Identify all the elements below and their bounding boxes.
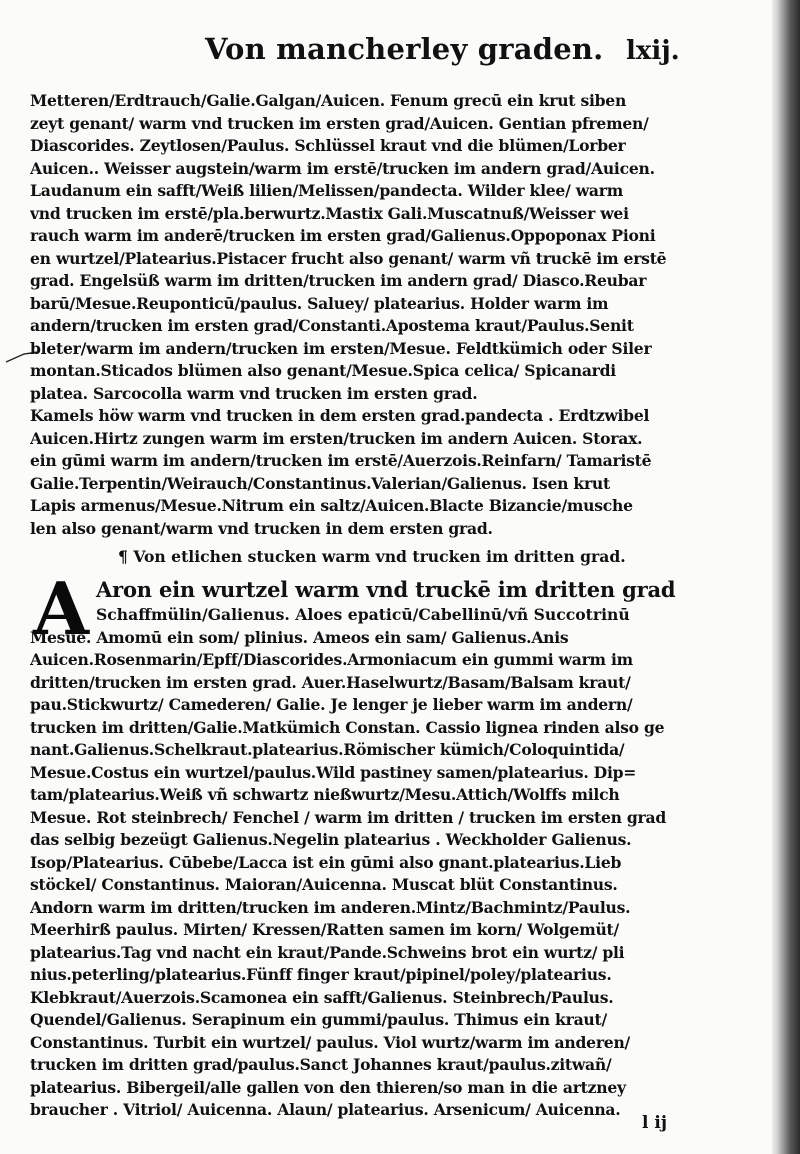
decorated-initial: A <box>33 566 89 651</box>
text-line: vnd trucken im erstē/pla.berwurtz.Mastix Gali.Muscatnuß/Weisser wei <box>30 203 629 223</box>
text-line: Isop/Platearius. Cūbebe/Lacca ist ein gūmi also gnant.platearius.Lieb <box>30 852 622 872</box>
text-line: barū/Mesue.Reuponticū/paulus. Saluey/ platearius. Holder warm im <box>30 293 609 313</box>
text-line: ein gūmi warm im andern/trucken im erstē/Auerzois.Reinfarn/ Tamaristē <box>30 451 652 470</box>
text-line: len also genant/warm vnd trucken in dem ersten grad. <box>30 518 493 538</box>
text-line: Galie.Terpentin/Weirauch/Constantinus.Valerian/Galienus. Isen krut <box>30 473 610 493</box>
text-line: braucher . Vitriol/ Auicenna. Alaun/ platearius. Arsenicum/ Auicenna. <box>30 1100 621 1119</box>
text-line: tam/platearius.Weiß vñ schwartz nießwurtz/Mesu.Attich/Wolffs milch <box>30 785 620 804</box>
text-line: Meerhirß paulus. Mirten/ Kressen/Ratten samen im korn/ Wolgemüt/ <box>30 920 619 939</box>
text-line: rauch warm im anderē/trucken im ersten grad/Galienus.Oppoponax Pioni <box>30 226 656 245</box>
text-line: Mesue. Amomū ein som/ plinius. Ameos ein sam/ Galienus.Anis <box>30 627 569 647</box>
text-line: montan.Sticados blümen also genant/Mesue.Spica celica/ Spicanardi <box>30 361 616 380</box>
text-line: zeyt genant/ warm vnd trucken im ersten grad/Auicen. Gentian pfremen/ <box>30 113 649 133</box>
text-line: Lapis armenus/Mesue.Nitrum ein saltz/Auicen.Blacte Bizancie/musche <box>30 496 633 515</box>
text-line: Andorn warm im dritten/trucken im anderen.Mintz/Bachmintz/Paulus. <box>30 897 631 917</box>
page-header <box>0 28 778 76</box>
signature-mark: l ij <box>642 1113 667 1133</box>
folio-number: lxij. <box>626 36 680 66</box>
page-edge-dark <box>778 0 800 1154</box>
body-text <box>30 90 710 1122</box>
text-line: platea. Sarcocolla warm vnd trucken im ersten grad. <box>30 383 478 403</box>
paragraph-bottom <box>30 627 710 1122</box>
text-line: en wurtzel/Platearius.Pistacer frucht also genant/ warm vñ truckē im erstē <box>30 248 667 268</box>
running-head: Von mancherley graden. <box>205 32 604 66</box>
text-line: das selbig bezeügt Galienus.Negelin platearius . Weckholder Galienus. <box>30 830 632 849</box>
text-line: Auicen.. Weisser augstein/warm im erstē/trucken im andern grad/Auicen. <box>30 158 655 178</box>
text-line: nius.peterling/platearius.Fünff finger kraut/pipinel/poley/platearius. <box>30 965 612 984</box>
text-line: nant.Galienus.Schelkraut.platearius.Römischer kümich/Coloquintida/ <box>30 740 625 759</box>
paragraph-top <box>30 90 710 540</box>
lead-line-2: Schaffmülin/Galienus. Aloes epaticū/Cabellinū/vñ Succotrinū <box>96 605 630 624</box>
text-line: Mesue. Rot steinbrech/ Fenchel / warm im dritten / trucken im ersten grad <box>30 807 667 827</box>
text-line: Auicen.Hirtz zungen warm im ersten/trucken im andern Auicen. Storax. <box>30 428 643 448</box>
text-line: grad. Engelsüß warm im dritten/trucken im andern grad/ Diasco.Reubar <box>30 271 647 290</box>
text-line: stöckel/ Constantinus. Maioran/Auicenna. Muscat blüt Constantinus. <box>30 875 618 894</box>
text-line: andern/trucken im ersten grad/Constanti.Apostema kraut/Paulus.Senit <box>30 316 634 335</box>
text-line: Diascorides. Zeytlosen/Paulus. Schlüssel kraut vnd die blümen/Lorber <box>30 136 626 155</box>
text-line: platearius.Tag vnd nacht ein kraut/Pande.Schweins brot ein wurtz/ pli <box>30 942 625 962</box>
section-heading: ¶ Von etlichen stucken warm vnd trucken im dritten grad. <box>118 547 626 566</box>
text-line: trucken im dritten/Galie.Matkümich Constan. Cassio lignea rinden also ge <box>30 717 665 737</box>
text-line: bleter/warm im andern/trucken im ersten/Mesue. Feldtkümich oder Siler <box>30 338 652 358</box>
text-line: Mesue.Costus ein wurtzel/paulus.Wild pastiney samen/platearius. Dip= <box>30 762 637 782</box>
text-line: pau.Stickwurtz/ Camederen/ Galie. Je lenger je lieber warm im andern/ <box>30 695 633 714</box>
text-line: Quendel/Galienus. Serapinum ein gummi/paulus. Thimus ein kraut/ <box>30 1010 607 1029</box>
text-line: Constantinus. Turbit ein wurtzel/ paulus. Viol wurtz/warm im anderen/ <box>30 1032 630 1052</box>
text-line: dritten/trucken im ersten grad. Auer.Haselwurtz/Basam/Balsam kraut/ <box>30 672 631 692</box>
text-line: platearius. Bibergeil/alle gallen von den thieren/so man in die artzney <box>30 1077 626 1097</box>
text-line: trucken im dritten grad/paulus.Sanct Johannes kraut/paulus.zitwañ/ <box>30 1055 612 1074</box>
text-line: Auicen.Rosenmarin/Epff/Diascorides.Armoniacum ein gummi warm im <box>30 650 633 669</box>
text-line: Metteren/Erdtrauch/Galie.Galgan/Auicen. Fenum grecū ein krut siben <box>30 91 627 110</box>
text-line: Klebkraut/Auerzois.Scamonea ein safft/Galienus. Steinbrech/Paulus. <box>30 987 614 1007</box>
text-line: Laudanum ein safft/Weiß lilien/Melissen/pandecta. Wilder klee/ warm <box>30 181 623 200</box>
text-line: Kamels höw warm vnd trucken in dem ersten grad.pandecta . Erdtzwibel <box>30 406 650 425</box>
lead-line-1: Aron ein wurtzel warm vnd truckē im dritten grad <box>96 577 676 602</box>
